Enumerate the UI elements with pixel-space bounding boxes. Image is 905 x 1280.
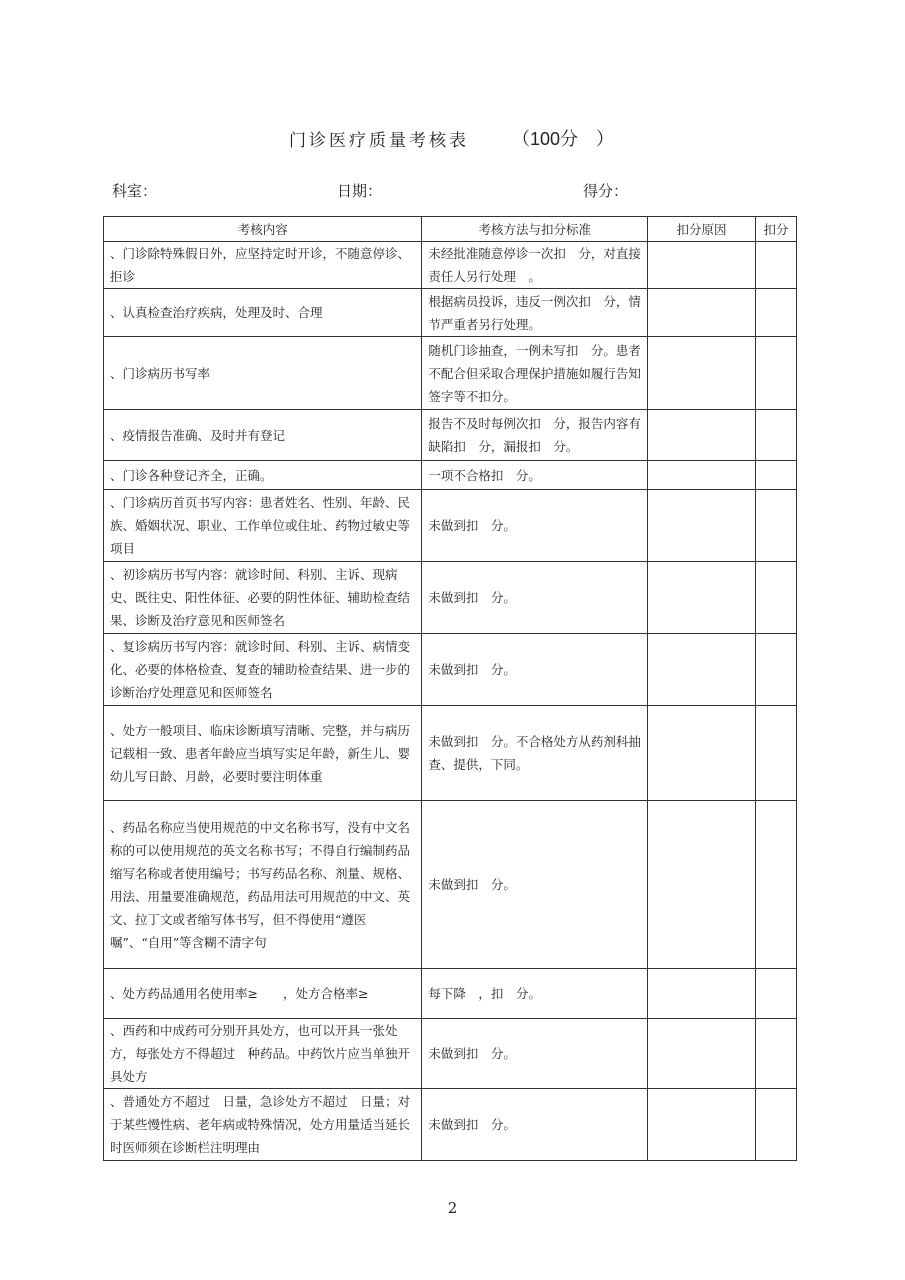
- row-reason-cell[interactable]: [648, 634, 756, 706]
- row-score-cell[interactable]: [755, 1089, 796, 1161]
- row-score-cell[interactable]: [755, 461, 796, 490]
- row-score-cell[interactable]: [755, 490, 796, 562]
- row-reason-cell[interactable]: [648, 337, 756, 410]
- row-score-cell[interactable]: [755, 634, 796, 706]
- row-score-cell[interactable]: [755, 337, 796, 410]
- row-reason-cell[interactable]: [648, 242, 756, 289]
- row-content: 、初诊病历书写内容：就诊时间、科别、主诉、现病史、既往史、阳性体征、必要的阴性体征、辅助检查结果、诊断及治疗意见和医师签名: [104, 562, 422, 634]
- assessment-table: [103, 216, 797, 1161]
- row-reason-cell[interactable]: [648, 801, 756, 969]
- row-content: 、疫情报告准确、及时并有登记: [104, 410, 422, 461]
- row-method: 未做到扣 分。: [422, 801, 648, 969]
- table-row: [104, 634, 797, 706]
- row-score-cell[interactable]: [755, 562, 796, 634]
- row-reason-cell[interactable]: [648, 490, 756, 562]
- row-reason-cell[interactable]: [648, 289, 756, 337]
- table-row: [104, 490, 797, 562]
- row-method: 未做到扣 分。: [422, 1089, 648, 1161]
- title-row: [0, 126, 905, 154]
- table-row: [104, 410, 797, 461]
- table-row: [104, 289, 797, 337]
- row-reason-cell[interactable]: [648, 1019, 756, 1089]
- row-score-cell[interactable]: [755, 801, 796, 969]
- row-content: 、门诊病历书写率: [104, 337, 422, 410]
- table-row: [104, 1089, 797, 1161]
- row-score-cell[interactable]: [755, 1019, 796, 1089]
- table-row: [104, 562, 797, 634]
- row-content: 、西药和中成药可分别开具处方，也可以开具一张处方，每张处方不得超过 种药品。中药饮片应当单独开具处方: [104, 1019, 422, 1089]
- row-method: 每下降 ，扣 分。: [422, 969, 648, 1019]
- row-method: 根据病员投诉，违反一例次扣 分，情节严重者另行处理。: [422, 289, 648, 337]
- meta-score: 得分：: [583, 182, 629, 200]
- column-header-reason: 扣分原因: [648, 217, 756, 242]
- row-method: 未做到扣 分。不合格处方从药剂科抽查、提供，下同。: [422, 706, 648, 801]
- row-score-cell[interactable]: [755, 289, 796, 337]
- row-method: 未做到扣 分。: [422, 634, 648, 706]
- row-reason-cell[interactable]: [648, 1089, 756, 1161]
- row-content: 、认真检查治疗疾病，处理及时、合理: [104, 289, 422, 337]
- row-content: 、普通处方不超过 日量，急诊处方不超过 日量；对于某些慢性病、老年病或特殊情况，处方用量适当延长时医师须在诊断栏注明理由: [104, 1089, 422, 1161]
- row-content: 、处方药品通用名使用率≥ ，处方合格率≥: [104, 969, 422, 1019]
- row-reason-cell[interactable]: [648, 461, 756, 490]
- row-score-cell[interactable]: [755, 969, 796, 1019]
- row-method: 随机门诊抽查，一例未写扣 分。患者不配合但采取合理保护措施如履行告知签字等不扣分。: [422, 337, 648, 410]
- column-header-score: 扣分: [755, 217, 796, 242]
- row-reason-cell[interactable]: [648, 706, 756, 801]
- document-title: 门诊医疗质量考核表: [289, 131, 469, 151]
- row-method: 未做到扣 分。: [422, 562, 648, 634]
- table-row: [104, 337, 797, 410]
- row-method: 一项不合格扣 分。: [422, 461, 648, 490]
- row-reason-cell[interactable]: [648, 410, 756, 461]
- meta-date: 日期：: [337, 182, 383, 200]
- table-row: [104, 461, 797, 490]
- table-row: [104, 801, 797, 969]
- row-score-cell[interactable]: [755, 410, 796, 461]
- page-number: 2: [447, 1199, 458, 1217]
- row-score-cell[interactable]: [755, 706, 796, 801]
- row-score-cell[interactable]: [755, 242, 796, 289]
- row-reason-cell[interactable]: [648, 969, 756, 1019]
- row-method: 未做到扣 分。: [422, 1019, 648, 1089]
- row-method: 未经批准随意停诊一次扣 分，对直接责任人另行处理 。: [422, 242, 648, 289]
- row-content: 、处方一般项目、临床诊断填写清晰、完整，并与病历记载相一致、患者年龄应当填写实足年龄，新生儿、婴幼儿写日龄、月龄，必要时要注明体重: [104, 706, 422, 801]
- table-row: [104, 242, 797, 289]
- row-content: 、门诊各种登记齐全，正确。: [104, 461, 422, 490]
- row-content: 、复诊病历书写内容：就诊时间、科别、主诉、病情变化、必要的体格检查、复查的辅助检查结果、进一步的诊断治疗处理意见和医师签名: [104, 634, 422, 706]
- row-method: 报告不及时每例次扣 分，报告内容有缺陷扣 分，漏报扣 分。: [422, 410, 648, 461]
- table-row: [104, 706, 797, 801]
- row-method: 未做到扣 分。: [422, 490, 648, 562]
- row-content: 、药品名称应当使用规范的中文名称书写，没有中文名称的可以使用规范的英文名称书写；不得自行编制药品缩写名称或者使用编号；书写药品名称、剂量、规格、用法、用量要准确规范，药品用法可用规范的中文、英文、拉丁文或者缩写体书写，但不得使用“遵医嘱”、“自用”等含糊不清字句: [104, 801, 422, 969]
- row-content: 、门诊除特殊假日外，应坚持定时开诊，不随意停诊、拒诊: [104, 242, 422, 289]
- row-content: 、门诊病历首页书写内容：患者姓名、性别、年龄、民族、婚姻状况、职业、工作单位或住址、药物过敏史等项目: [104, 490, 422, 562]
- meta-department: 科室：: [112, 182, 158, 200]
- row-reason-cell[interactable]: [648, 562, 756, 634]
- total-score-label: （100分 ）: [512, 129, 615, 149]
- column-header-content: 考核内容: [104, 217, 422, 242]
- table-row: [104, 1019, 797, 1089]
- table-header-row: [104, 217, 797, 242]
- table-row: [104, 969, 797, 1019]
- column-header-method: 考核方法与扣分标准: [422, 217, 648, 242]
